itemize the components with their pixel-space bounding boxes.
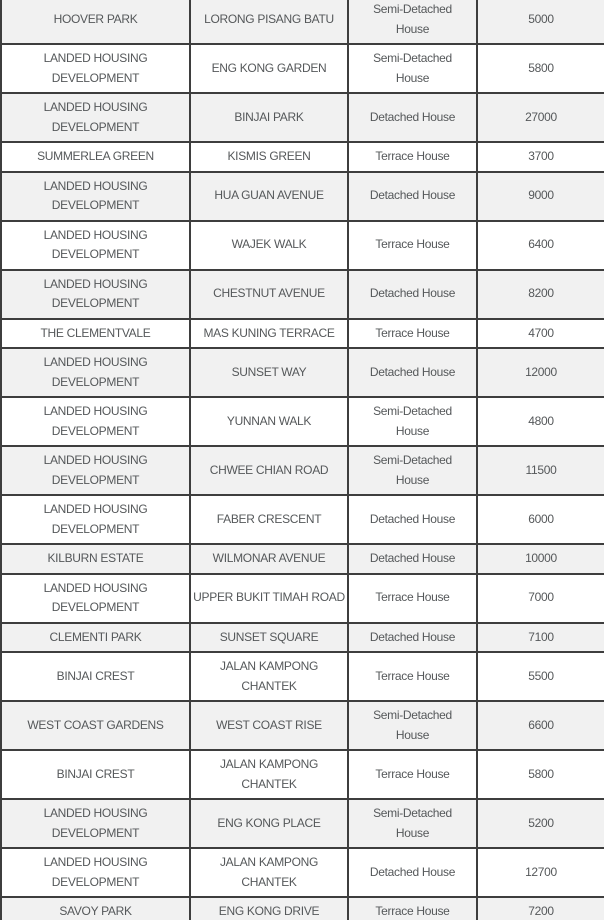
- table-row: [1, 799, 604, 848]
- project-cell: LANDED HOUSING DEVELOPMENT: [1, 574, 190, 623]
- project-cell: BINJAI CREST: [1, 652, 190, 701]
- street-cell: CHWEE CHIAN ROAD: [190, 446, 348, 495]
- value-cell: 9000: [477, 172, 604, 221]
- value-cell: 6000: [477, 495, 604, 544]
- house-type-cell: Terrace House: [348, 221, 477, 270]
- project-cell: HOOVER PARK: [1, 0, 190, 44]
- table-row: [1, 446, 604, 495]
- street-cell: HUA GUAN AVENUE: [190, 172, 348, 221]
- value-cell: 27000: [477, 93, 604, 142]
- value-cell: 5500: [477, 652, 604, 701]
- value-cell: 7200: [477, 897, 604, 920]
- street-cell: WEST COAST RISE: [190, 701, 348, 750]
- house-type-cell: Detached House: [348, 848, 477, 897]
- table-row: [1, 750, 604, 799]
- street-cell: KISMIS GREEN: [190, 142, 348, 172]
- table-row: [1, 701, 604, 750]
- project-cell: CLEMENTI PARK: [1, 623, 190, 653]
- project-cell: LANDED HOUSING DEVELOPMENT: [1, 848, 190, 897]
- street-cell: SUNSET WAY: [190, 348, 348, 397]
- house-type-cell: Detached House: [348, 270, 477, 319]
- house-type-cell: Semi-Detached House: [348, 446, 477, 495]
- street-cell: CHESTNUT AVENUE: [190, 270, 348, 319]
- house-type-cell: Terrace House: [348, 574, 477, 623]
- house-type-cell: Semi-Detached House: [348, 44, 477, 93]
- table-row: [1, 495, 604, 544]
- value-cell: 11500: [477, 446, 604, 495]
- house-type-cell: Terrace House: [348, 897, 477, 920]
- house-type-cell: Detached House: [348, 623, 477, 653]
- project-cell: LANDED HOUSING DEVELOPMENT: [1, 93, 190, 142]
- project-cell: LANDED HOUSING DEVELOPMENT: [1, 221, 190, 270]
- project-cell: SAVOY PARK: [1, 897, 190, 920]
- street-cell: WAJEK WALK: [190, 221, 348, 270]
- street-cell: ENG KONG GARDEN: [190, 44, 348, 93]
- project-cell: LANDED HOUSING DEVELOPMENT: [1, 397, 190, 446]
- project-cell: WEST COAST GARDENS: [1, 701, 190, 750]
- value-cell: 7000: [477, 574, 604, 623]
- table-row: [1, 348, 604, 397]
- table-row: [1, 574, 604, 623]
- value-cell: 5200: [477, 799, 604, 848]
- street-cell: BINJAI PARK: [190, 93, 348, 142]
- value-cell: 4800: [477, 397, 604, 446]
- project-cell: SUMMERLEA GREEN: [1, 142, 190, 172]
- house-type-cell: Semi-Detached House: [348, 701, 477, 750]
- table-row: [1, 319, 604, 349]
- house-type-cell: Detached House: [348, 495, 477, 544]
- table-row: [1, 0, 604, 44]
- project-cell: LANDED HOUSING DEVELOPMENT: [1, 172, 190, 221]
- table-row: [1, 848, 604, 897]
- house-type-cell: Semi-Detached House: [348, 0, 477, 44]
- house-type-cell: Terrace House: [348, 319, 477, 349]
- table-row: [1, 544, 604, 574]
- street-cell: ENG KONG PLACE: [190, 799, 348, 848]
- table-row: [1, 142, 604, 172]
- street-cell: ENG KONG DRIVE: [190, 897, 348, 920]
- house-type-cell: Detached House: [348, 172, 477, 221]
- house-type-cell: Terrace House: [348, 652, 477, 701]
- value-cell: 4700: [477, 319, 604, 349]
- street-cell: JALAN KAMPONG CHANTEK: [190, 652, 348, 701]
- street-cell: YUNNAN WALK: [190, 397, 348, 446]
- project-cell: LANDED HOUSING DEVELOPMENT: [1, 348, 190, 397]
- project-cell: THE CLEMENTVALE: [1, 319, 190, 349]
- house-type-cell: Semi-Detached House: [348, 397, 477, 446]
- street-cell: SUNSET SQUARE: [190, 623, 348, 653]
- street-cell: FABER CRESCENT: [190, 495, 348, 544]
- street-cell: MAS KUNING TERRACE: [190, 319, 348, 349]
- house-type-cell: Detached House: [348, 348, 477, 397]
- value-cell: 10000: [477, 544, 604, 574]
- street-cell: UPPER BUKIT TIMAH ROAD: [190, 574, 348, 623]
- value-cell: 7100: [477, 623, 604, 653]
- value-cell: 6600: [477, 701, 604, 750]
- table-row: [1, 221, 604, 270]
- house-type-cell: Terrace House: [348, 750, 477, 799]
- street-cell: LORONG PISANG BATU: [190, 0, 348, 44]
- street-cell: JALAN KAMPONG CHANTEK: [190, 848, 348, 897]
- value-cell: 6400: [477, 221, 604, 270]
- value-cell: 5000: [477, 0, 604, 44]
- table-row: [1, 397, 604, 446]
- house-type-cell: Semi-Detached House: [348, 799, 477, 848]
- table-body: [1, 0, 604, 920]
- table-row: [1, 652, 604, 701]
- table-row: [1, 270, 604, 319]
- house-type-cell: Detached House: [348, 93, 477, 142]
- house-type-cell: Detached House: [348, 544, 477, 574]
- street-cell: JALAN KAMPONG CHANTEK: [190, 750, 348, 799]
- value-cell: 12700: [477, 848, 604, 897]
- value-cell: 5800: [477, 750, 604, 799]
- table-row: [1, 623, 604, 653]
- value-cell: 12000: [477, 348, 604, 397]
- project-cell: BINJAI CREST: [1, 750, 190, 799]
- project-cell: LANDED HOUSING DEVELOPMENT: [1, 495, 190, 544]
- street-cell: WILMONAR AVENUE: [190, 544, 348, 574]
- project-cell: LANDED HOUSING DEVELOPMENT: [1, 446, 190, 495]
- table-row: [1, 897, 604, 920]
- project-cell: KILBURN ESTATE: [1, 544, 190, 574]
- table-row: [1, 93, 604, 142]
- table-row: [1, 44, 604, 93]
- project-cell: LANDED HOUSING DEVELOPMENT: [1, 270, 190, 319]
- value-cell: 8200: [477, 270, 604, 319]
- table-row: [1, 172, 604, 221]
- house-type-cell: Terrace House: [348, 142, 477, 172]
- value-cell: 5800: [477, 44, 604, 93]
- project-cell: LANDED HOUSING DEVELOPMENT: [1, 799, 190, 848]
- value-cell: 3700: [477, 142, 604, 172]
- project-cell: LANDED HOUSING DEVELOPMENT: [1, 44, 190, 93]
